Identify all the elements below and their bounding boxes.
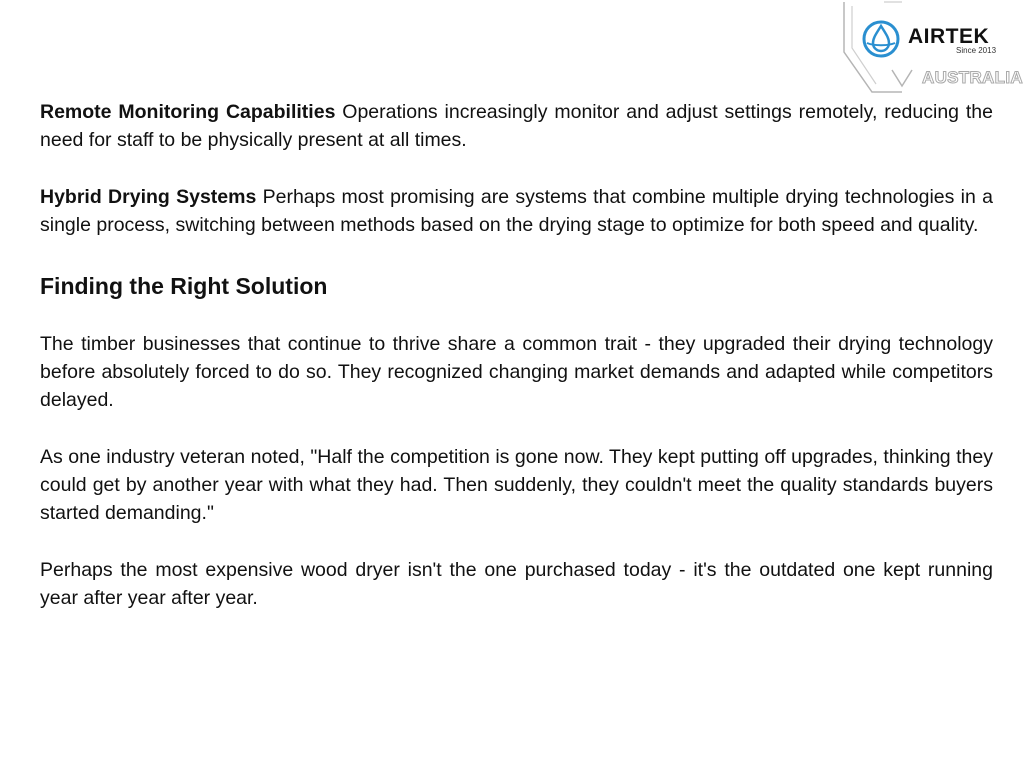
paragraph-thriving-businesses: The timber businesses that continue to thrive share a common trait - they upgraded their drying technology before absolutely forced to do so. They recognized changing market demands and adapted while competitors delayed. <box>40 333 993 411</box>
paragraph-conclusion: Perhaps the most expensive wood dryer isn't the one purchased today - it's the outdated one kept running year after year after year. <box>40 559 993 609</box>
paragraph-hybrid-drying <box>40 183 993 239</box>
brand-since: Since 2013 <box>956 46 997 55</box>
paragraph-industry-veteran-quote: As one industry veteran noted, "Half the competition is gone now. They kept putting off upgrades, thinking they could get by another year with what they had. Then suddenly, they couldn't meet the quality standards buyers started demanding." <box>40 446 993 524</box>
water-drop-icon <box>864 22 898 56</box>
brand-country: AUSTRALIA <box>922 68 1023 87</box>
paragraph-lead: Remote Monitoring Capabilities <box>40 101 336 123</box>
paragraph-lead: Hybrid Drying Systems <box>40 186 257 208</box>
brand-name: AIRTEK <box>908 25 990 48</box>
paragraph-text: Operations increasingly monitor and adjust settings remotely, reducing the need for staff to be physically present at all times. <box>40 101 993 151</box>
section-heading: Finding the Right Solution <box>40 273 328 299</box>
paragraph-remote-monitoring <box>40 98 993 154</box>
paragraph-text: Perhaps most promising are systems that combine multiple drying technologies in a single process, switching between methods based on the drying stage to optimize for both speed and quality. <box>40 186 993 236</box>
airtek-logo <box>836 0 1024 96</box>
article-content <box>40 98 993 612</box>
